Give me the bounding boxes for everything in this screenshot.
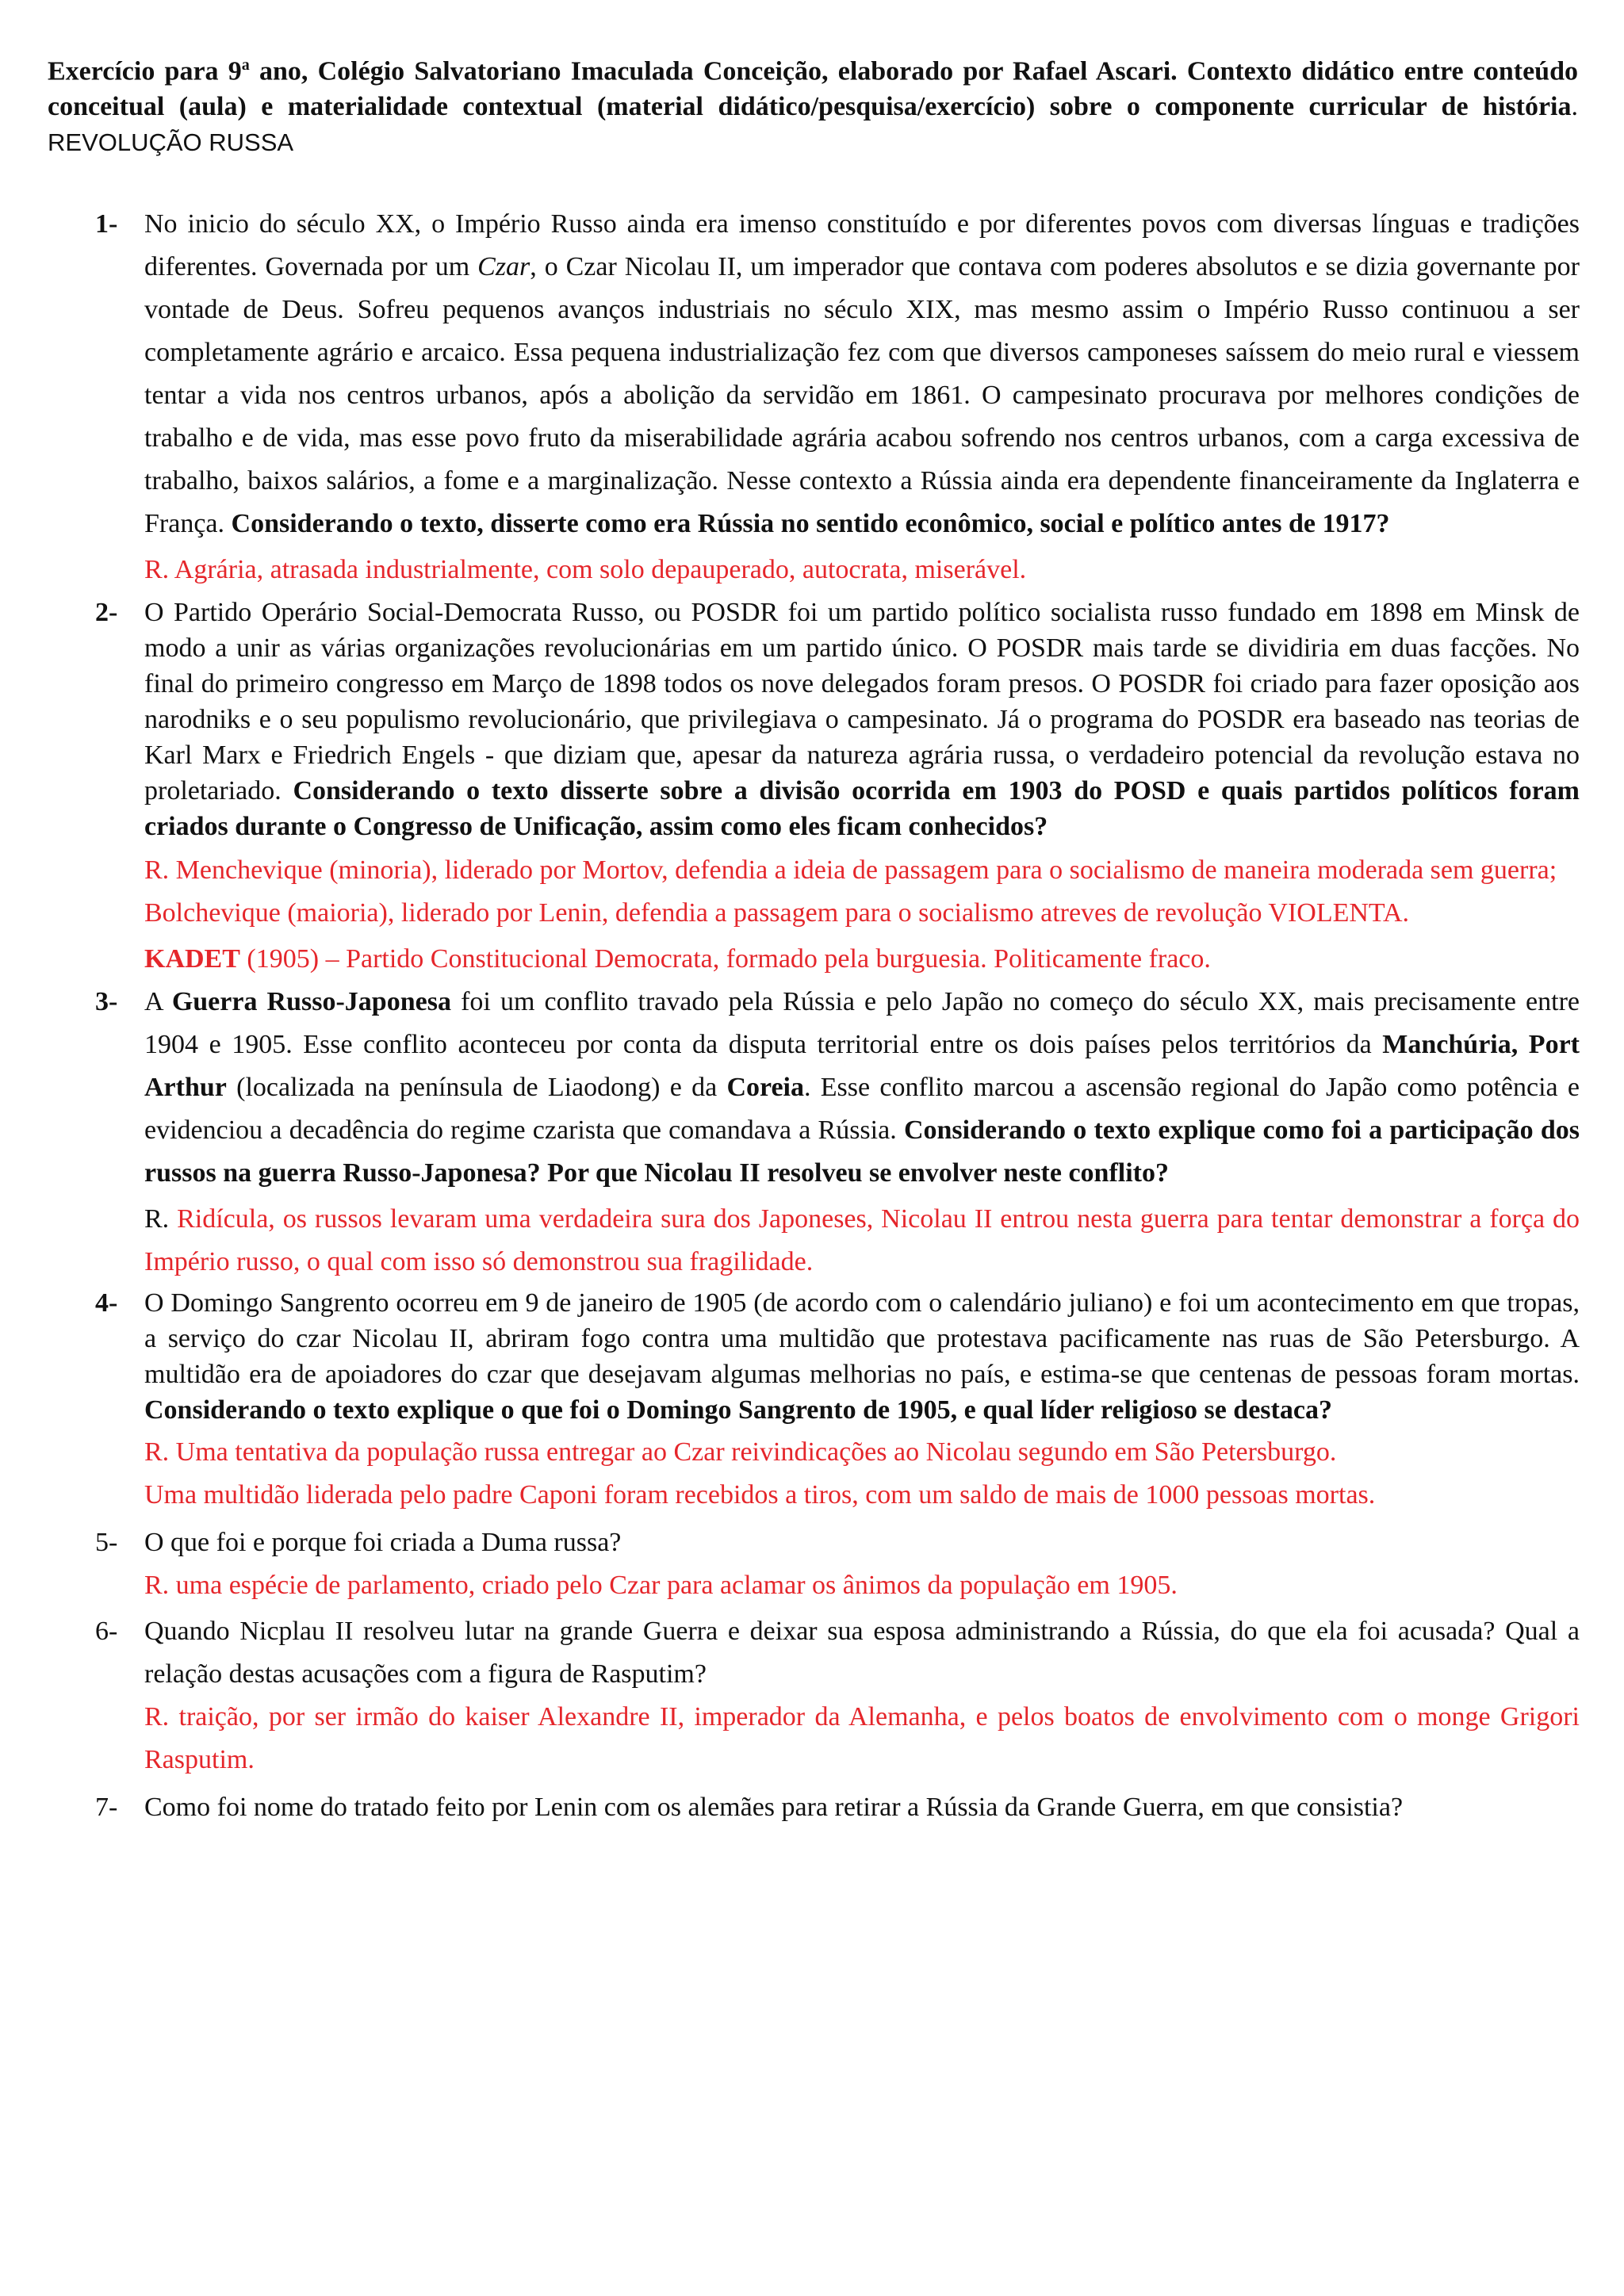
answer-2-kadet	[95, 938, 1580, 981]
question-prompt: Considerando o texto, disserte como era Rússia no sentido econômico, social e político antes de 1917?	[231, 509, 1390, 538]
question-text: (localizada na península de Liaodong) e da	[226, 1073, 727, 1102]
question-text: , o Czar Nicolau II, um imperador que contava com poderes absolutos e se dizia governante por vontade de Deus. Sofreu pequenos avanços industriais no século XIX, mas mesmo assim o Império Russo continuou a ser completamente agrário e arcaico. Essa pequena industrialização fez com que diversos camponeses saíssem do meio rural e viessem tentar a vida nos centros urbanos, após a abolição da servidão em 1861. O campesinato procurava por melhores condições de trabalho e de vida, mas esse povo fruto da miserabilidade agrária acabou sofrendo nos centros urbanos, com a carga excessiva de trabalho, baixos salários, a fome e a marginalização. Nesse contexto a Rússia ainda era dependente financeiramente da Inglaterra e França.	[144, 252, 1580, 538]
worksheet-header	[48, 48, 1578, 160]
question-term: Manchúria, Port Arthur	[144, 1030, 1580, 1102]
question-text: . Esse conflito marcou a ascensão regional do Japão como potência e evidenciou a decadência do regime czarista que comandava a Rússia.	[144, 1073, 1580, 1145]
answer-6	[95, 1696, 1580, 1781]
header-dot: .	[1571, 92, 1578, 122]
question-text: O que foi e porque foi criada a Duma russa?	[144, 1528, 622, 1557]
answer-text: R. Menchevique (minoria), liderado por Mortov, defendia a ideia de passagem para o socialismo de maneira moderada sem guerra;	[144, 855, 1557, 885]
answer-text: Uma multidão liderada pelo padre Caponi foram recebidos a tiros, com um saldo de mais de 1000 pessoas mortas.	[144, 1480, 1376, 1510]
header-title-continued: ano, Colégio Salvatoriano Imaculada Conceição, elaborado por Rafael Ascari. Contexto didático entre conteúdo conceitual (aula) e materialidade contextual (material didático/pesquisa/exercício) sobre o componente curricular de história	[48, 56, 1578, 122]
question-text: Como foi nome do tratado feito por Lenin com os alemães para retirar a Rússia da Grande Guerra, em que consistia?	[144, 1793, 1404, 1822]
question-term: Guerra Russo-Japonesa	[171, 987, 451, 1016]
answer-text: R. Uma tentativa da população russa entregar ao Czar reivindicações ao Nicolau segundo em São Petersburgo.	[144, 1437, 1337, 1467]
question-number: 2-	[95, 598, 118, 627]
header-title: Exercício para 9	[48, 56, 242, 86]
question-text: A	[144, 987, 172, 1016]
question-number: 4-	[95, 1288, 118, 1318]
answer-text: R. uma espécie de parlamento, criado pelo Czar para aclamar os ânimos da população em 1905.	[144, 1571, 1178, 1600]
question-number: 1-	[95, 209, 118, 239]
question-text: foi um conflito travado pela Rússia e pelo Japão no começo do século XX, mais precisamente entre 1904 e 1905. Esse conflito aconteceu por conta da disputa territorial entre os dois países pelos territórios da	[144, 987, 1580, 1059]
answer-5	[95, 1564, 1580, 1607]
header-superscript: a	[241, 56, 250, 74]
question-5	[95, 1521, 1580, 1564]
question-text: O Partido Operário Social-Democrata Russo, ou POSDR foi um partido político socialista russo fundado em 1898 em Minsk de modo a unir as várias organizações revolucionárias em um partido único. O POSDR mais tarde se dividiria em duas facções. No final do primeiro congresso em Março de 1898 todos os nove delegados foram presos. O POSDR foi criado para fazer oposição aos narodniks e o seu populismo revolucionário, que privilegiava o campesinato. Já o programa do POSDR era baseado nas teorias de Karl Marx e Friedrich Engels - que diziam que, apesar da natureza agrária russa, o verdadeiro potencial da revolução estava no proletariado.	[144, 598, 1580, 806]
question-1	[95, 203, 1580, 545]
question-text: Quando Nicplau II resolveu lutar na grande Guerra e deixar sua esposa administrando a Rússia, do que ela foi acusada? Qual a relação destas acusações com a figura de Rasputim?	[144, 1617, 1580, 1689]
question-text-italic: Czar	[477, 252, 530, 281]
question-number: 5-	[95, 1528, 118, 1557]
answer-4	[95, 1431, 1580, 1517]
answer-2-bolchevique	[95, 892, 1580, 935]
answer-prefix: R.	[144, 1204, 178, 1234]
question-term: Coreia	[726, 1073, 805, 1102]
answer-2-menchevique	[95, 849, 1580, 892]
answer-text: R. Agrária, atrasada industrialmente, com solo depauperado, autocrata, miserável.	[144, 555, 1027, 584]
question-number: 3-	[95, 987, 118, 1016]
question-prompt: Considerando o texto explique o que foi o Domingo Sangrento de 1905, e qual líder religioso se destaca?	[144, 1395, 1332, 1425]
question-text: No inicio do século XX, o Império Russo ainda era imenso constituído e por diferentes povos com diversas línguas e tradições diferentes. Governada por um	[144, 209, 1580, 281]
answer-text: Ridícula, os russos levaram uma verdadeira sura dos Japoneses, Nicolau II entrou nesta guerra para tentar demonstrar a força do Império russo, o qual com isso só demonstrou sua fragilidade.	[144, 1204, 1580, 1276]
answer-text: (1905) – Partido Constitucional Democrata, formado pela burguesia. Politicamente fraco.	[239, 944, 1211, 974]
answer-term: KADET	[144, 944, 240, 974]
answer-3	[95, 1198, 1580, 1284]
question-3	[95, 981, 1580, 1195]
question-prompt: Considerando o texto disserte sobre a divisão ocorrida em 1903 do POSD e quais partidos políticos foram criados durante o Congresso de Unificação, assim como eles ficam conhecidos?	[144, 776, 1580, 841]
question-6	[95, 1610, 1580, 1696]
question-number: 7-	[95, 1793, 118, 1822]
question-4	[95, 1285, 1580, 1428]
question-text: O Domingo Sangrento ocorreu em 9 de janeiro de 1905 (de acordo com o calendário juliano) e foi um acontecimento em que tropas, a serviço do czar Nicolau II, abriram fogo contra uma multidão que protestava pacificamente nas ruas de São Petersburgo. A multidão era de apoiadores do czar que desejavam algumas melhorias no país, e estima-se que centenas de pessoas foram mortas.	[144, 1288, 1580, 1389]
question-7	[95, 1786, 1580, 1829]
answer-text: Bolchevique (maioria), liderado por Lenin, defendia a passagem para o socialismo atreves de revolução VIOLENTA.	[144, 898, 1410, 928]
header-subject: REVOLUÇÃO RUSSA	[48, 128, 294, 157]
question-2	[95, 595, 1580, 844]
question-list	[95, 203, 1580, 1829]
question-prompt: Considerando o texto explique como foi a participação dos russos na guerra Russo-Japonesa? Por que Nicolau II resolveu se envolver neste conflito?	[144, 1115, 1580, 1188]
answer-1	[95, 549, 1580, 591]
question-number: 6-	[95, 1617, 118, 1646]
answer-text: R. traição, por ser irmão do kaiser Alexandre II, imperador da Alemanha, e pelos boatos de envolvimento com o monge Grigori Rasputim.	[144, 1702, 1580, 1774]
